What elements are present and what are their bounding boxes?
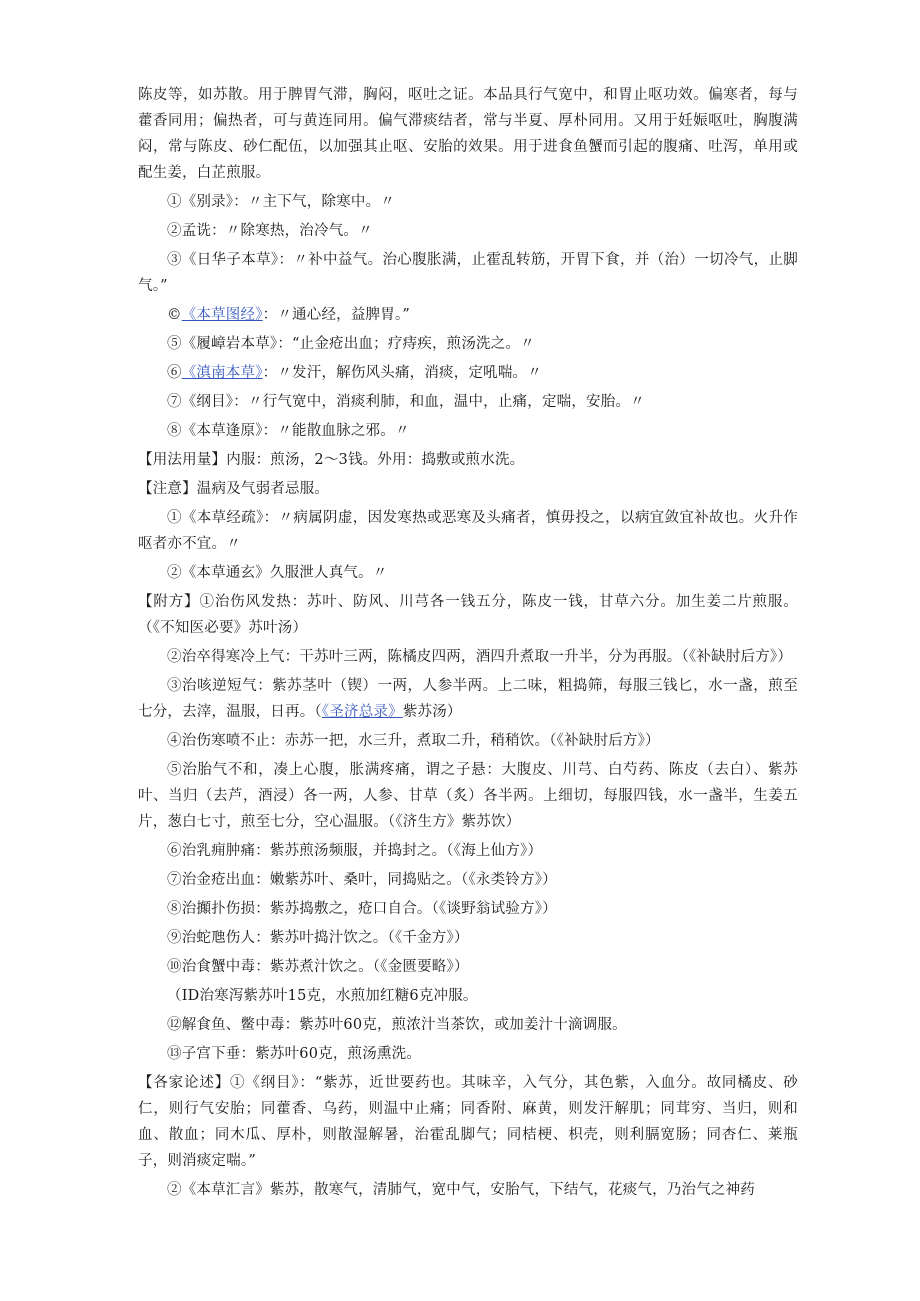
paragraph [138,447,798,473]
paragraph-text: 【用法用量】内服：煎汤，2〜3钱。外用：捣敷或煎水洗。 [138,452,525,468]
paragraph-text: ⑦《纲目》：〃行气宽中，消痰利肺，和血，温中，止痛，定喘，安胎。〃 [167,394,645,410]
paragraph [138,82,798,186]
paragraph [138,838,798,864]
paragraph [138,867,798,893]
paragraph-text: ①《本草经疏》：〃病属阴虚，因发寒热或恶寒及头痛者，慎毋投之，以病宜敛宜补故也。火升作呕者亦不宜。〃 [138,510,798,552]
paragraph-text: （ID治寒泻紫苏叶15克，水煎加红糖6克冲服。 [167,988,478,1004]
paragraph [138,757,798,835]
paragraph [138,728,798,754]
paragraph [138,673,798,725]
paragraph [138,589,798,641]
paragraph-text: ：〃发汗，解伤风头痛，消痰，定吼喘。〃 [262,365,542,381]
paragraph-text: ⑥治乳痈肿痛：紫苏煎汤频服，并捣封之。（《海上仙方》） [167,843,543,859]
paragraph [138,189,798,215]
reference-link[interactable]: 《圣济总录》 [321,704,403,720]
paragraph [138,644,798,670]
paragraph [138,302,798,328]
paragraph [138,389,798,415]
paragraph [138,218,798,244]
paragraph-text: ：〃通心经，益脾胃。” [262,307,411,323]
paragraph [138,476,798,502]
paragraph-text: ⑥ [167,365,182,381]
paragraph [138,505,798,557]
paragraph-text: ⑧治攧扑伤损：紫苏捣敷之，疮口自合。（《谈野翁试验方》） [167,901,557,917]
paragraph [138,1012,798,1038]
paragraph-text: ②治卒得寒冷上气：干苏叶三两，陈橘皮四两，酒四升煮取一升半，分为再服。（《补缺肘后方》） [167,649,793,665]
paragraph-text: ⑦治金疮出血：嫩紫苏叶、桑叶，同捣贴之。（《永类铃方》） [167,872,557,888]
paragraph [138,331,798,357]
paragraph-text: ⑬子宫下垂：紫苏叶60克，煎汤熏洗。 [167,1046,422,1062]
paragraph-text: ④治伤寒喷不止：赤苏一把，水三升，煮取二升，稍稍饮。（《补缺肘后方》） [167,733,660,749]
paragraph-text: ②孟诜：〃除寒热，治冷气。〃 [167,223,373,239]
paragraph-text: ②《本草通玄》久服泄人真气。〃 [167,565,388,581]
paragraph-text: ⑧《本草逢原》：〃能散血脉之邪。〃 [167,423,410,439]
paragraph [138,1041,798,1067]
paragraph [138,1070,798,1174]
paragraph-text: © [167,307,182,323]
paragraph [138,560,798,586]
paragraph [138,925,798,951]
reference-link[interactable]: 《本草图经》 [181,307,263,323]
paragraph-text: ⑤《履嶂岩本草》：“止金疮出血；疗痔疾，煎汤洗之。〃 [167,336,535,352]
paragraph-text: 【各家论述】①《纲目》：“紫苏，近世要药也。其味辛，入气分，其色紫，入血分。故同橘皮、砂仁，则行气安胎；同藿香、乌药，则温中止痛；同香附、麻黄，则发汗解肌；同茸穷、当归，则和血、散血；同木瓜、厚朴，则散湿解暑，治霍乱脚气；同桔梗、枳壳，则利膈宽肠；同杏仁、莱瓶子，则消痰定喘。” [138,1075,798,1169]
paragraph-text: 【附方】①治伤风发热：苏叶、防风、川芎各一钱五分，陈皮一钱，甘草六分。加生姜二片煎服。（《不知医必要》苏叶汤） [138,594,798,636]
paragraph-text: ②《本草汇言》紫苏，散寒气，清肺气，宽中气，安胎气，下结气，花痰气，乃治气之神药 [167,1182,755,1198]
paragraph-text: ③治咳逆短气：紫苏茎叶（锲）一两，人参半两。上二味，粗捣筛，每服三钱匕，水一盏，煎至七分，去滓，温服，日再。（ [138,678,798,720]
paragraph-text: ⑨治蛇虺伤人：紫苏叶捣汁饮之。（《千金方》） [167,930,469,946]
paragraph-text: ⑫解食鱼、鳖中毒：紫苏叶60克，煎浓汁当茶饮，或加姜汁十滴调服。 [167,1017,627,1033]
paragraph [138,1177,798,1203]
paragraph [138,896,798,922]
paragraph-text: 紫苏汤） [402,704,462,720]
paragraph [138,418,798,444]
paragraph-text: 陈皮等，如苏散。用于脾胃气滞，胸闷，呕吐之证。本品具行气宽中，和胃止呕功效。偏寒者，每与藿香同用；偏热者，可与黄连同用。偏气滞痰结者，常与半夏、厚朴同用。又用于妊娠呕吐，胸腹满闷，常与陈皮、砂仁配伍，以加强其止呕、安胎的效果。用于进食鱼蟹而引起的腹痛、吐泻，单用或配生姜，白芷煎服。 [138,87,798,181]
paragraph-text: ⑩治食蟹中毒：紫苏煮汁饮之。（《金匮要略》） [167,959,469,975]
paragraph-text: ⑤治胎气不和，凑上心腹，胀满疼痛，谓之子悬：大腹皮、川芎、白芍药、陈皮（去白）、紫苏叶、当归（去芦，酒浸）各一两，人参、甘草（炙）各半两。上细切，每服四钱，水一盏半，生姜五片，葱白七寸，煎至七分，空心温服。（《济生方》紫苏饮） [138,762,798,830]
paragraph [138,360,798,386]
reference-link[interactable]: 《滇南本草》 [181,365,263,381]
paragraph-text: ①《别录》：〃主下气，除寒中。〃 [167,194,395,210]
paragraph-text: 【注意】温病及气弱者忌服。 [138,481,330,497]
paragraph [138,247,798,299]
document-page [138,82,798,1206]
paragraph [138,954,798,980]
paragraph-text: ③《日华子本草》：〃补中益气。治心腹胀满，止霍乱转筋，开胃下食，并（治）一切冷气，止脚气。” [138,252,798,294]
paragraph [138,983,798,1009]
